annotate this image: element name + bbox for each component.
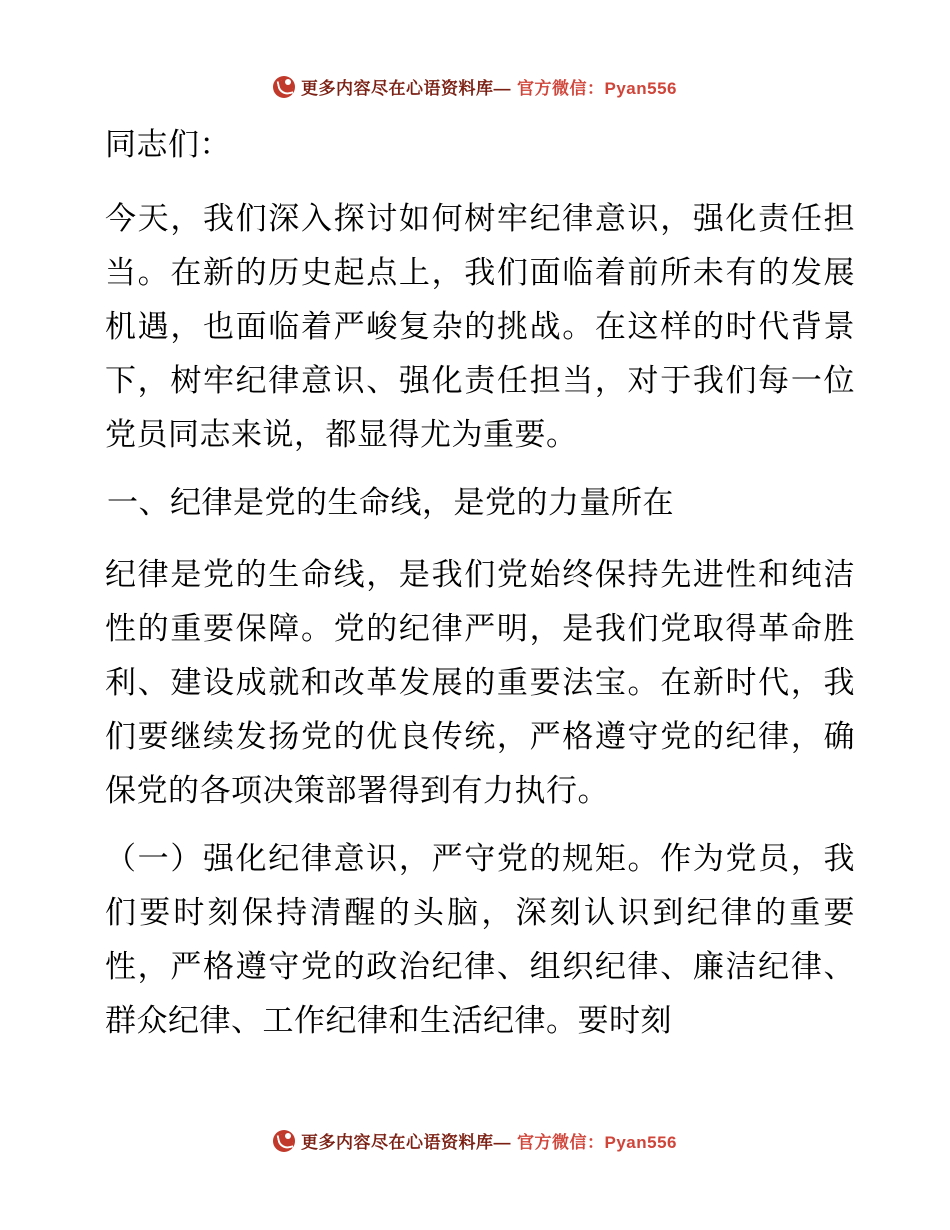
circle-red-logo-icon (273, 1130, 295, 1152)
salutation: 同志们： (105, 127, 231, 162)
paragraph-intro: 今天，我们深入探讨如何树牢纪律意识，强化责任担当。在新的历史起点上，我们面临着前所未有的发展机遇，也面临着严峻复杂的挑战。在这样的时代背景下，树牢纪律意识、强化责任担当，对于我们每一位党员同志来说，都显得尤为重要。 (105, 201, 855, 452)
watermark-main-text: 更多内容尽在心语资料库— (301, 1133, 511, 1152)
section-heading-1: 一、纪律是党的生命线，是党的力量所在 (107, 485, 674, 520)
watermark-accent-text: 官方微信：Pyan556 (517, 1133, 677, 1152)
document-body (95, 118, 855, 1048)
watermark-accent-text: 官方微信：Pyan556 (517, 79, 677, 98)
watermark-header (0, 74, 950, 99)
watermark-footer (0, 1128, 950, 1153)
circle-red-logo-icon (273, 76, 295, 98)
paragraph-discipline: 纪律是党的生命线，是我们党始终保持先进性和纯洁性的重要保障。党的纪律严明，是我们党取得革命胜利、建设成就和改革发展的重要法宝。在新时代，我们要继续发扬党的优良传统，严格遵守党的纪律，确保党的各项决策部署得到有力执行。 (105, 557, 855, 808)
paragraph-subsection-1: （一）强化纪律意识，严守党的规矩。作为党员，我们要时刻保持清醒的头脑，深刻认识到纪律的重要性，严格遵守党的政治纪律、组织纪律、廉洁纪律、群众纪律、工作纪律和生活纪律。要时刻 (105, 841, 855, 1038)
watermark-main-text: 更多内容尽在心语资料库— (301, 79, 511, 98)
